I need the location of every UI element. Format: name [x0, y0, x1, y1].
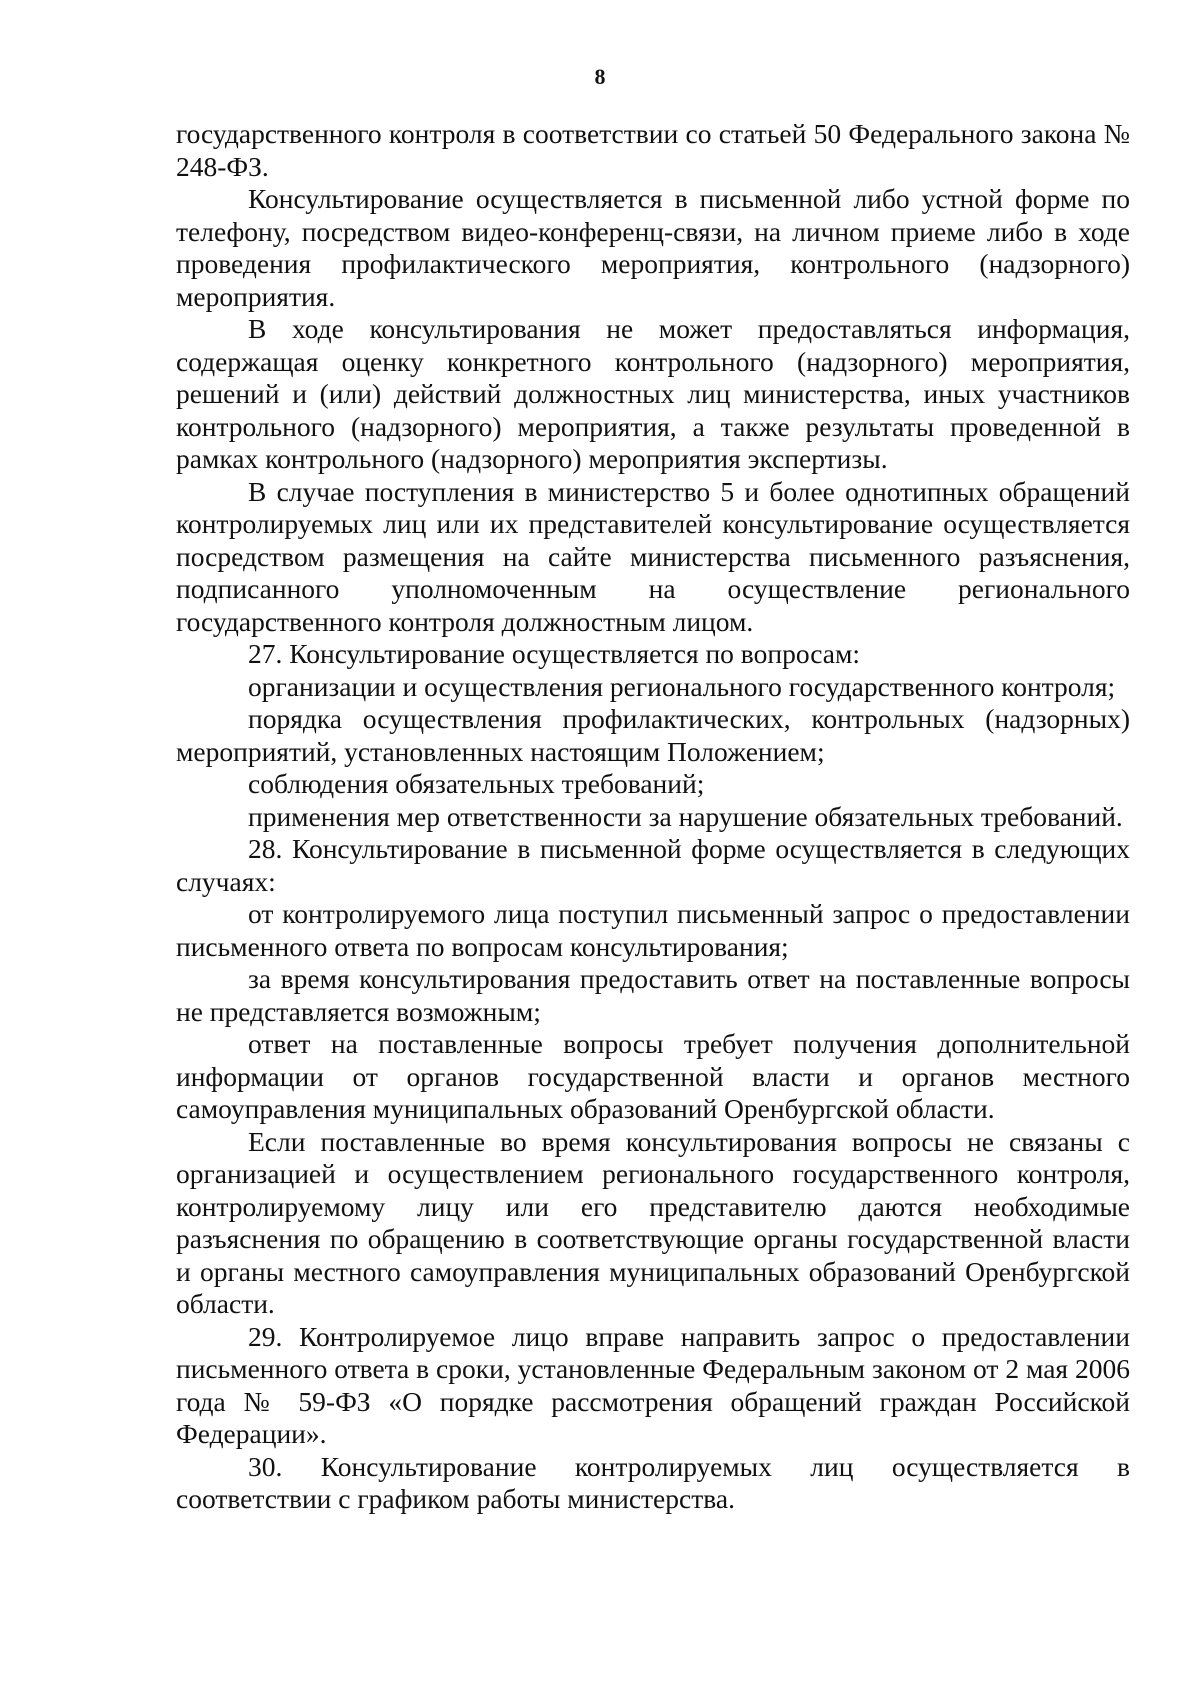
paragraph-unrelated-questions: Если поставленные во время консультирования вопросы не связаны с организацией и осуществлением регионального государственного контроля, контролируемому лицу или его представителю даются необходимые разъяснения по обращению в соответствующие органы государственной власти и органы местного самоуправления муниципальных образований Оренбургской области. [176, 1125, 1130, 1319]
paragraph-item-28-request: от контролируемого лица поступил письменный запрос о предоставлении письменного ответа по вопросам консультирования; [176, 898, 1130, 962]
paragraph-item-28-additional-info: ответ на поставленные вопросы требует получения дополнительной информации от органов государственной власти и органов местного самоуправления муниципальных образований Оренбургской области. [176, 1028, 1130, 1124]
paragraph-consultation-forms: Консультирование осуществляется в письменной либо устной форме по телефону, посредством видео-конференц-связи, на личном приеме либо в ходе проведения профилактического мероприятия, контрольного (надзорного) мероприятия. [176, 183, 1130, 312]
paragraph-item-29: 29. Контролируемое лицо вправе направить запрос о предоставлении письменного ответа в сроки, установленные Федеральным законом от 2 мая 2006 года № 59-ФЗ «О порядке рассмотрения обращений граждан Российской Федерации». [176, 1320, 1130, 1449]
document-body [176, 118, 1130, 1516]
paragraph-consultation-restrictions: В ходе консультирования не может предоставляться информация, содержащая оценку конкретного контрольного (надзорного) мероприятия, решений и (или) действий должностных лиц министерства, иных участников контрольного (надзорного) мероприятия, а также результаты проведенной в рамках контрольного (надзорного) мероприятия экспертизы. [176, 313, 1130, 474]
paragraph-item-27-procedure: порядка осуществления профилактических, контрольных (надзорных) мероприятий, установленных настоящим Положением; [176, 703, 1130, 767]
page-number: 8 [594, 64, 606, 89]
paragraph-item-28-time: за время консультирования предоставить ответ на поставленные вопросы не представляется возможным; [176, 963, 1130, 1027]
paragraph-item-27-organization: организации и осуществления регионального государственного контроля; [248, 670, 1116, 702]
paragraph-written-clarification: В случае поступления в министерство 5 и более однотипных обращений контролируемых лиц или их представителей консультирование осуществляется посредством размещения на сайте министерства письменного разъяснения, подписанного уполномоченным на осуществление регионального государственного контроля должностным лицом. [176, 475, 1130, 637]
paragraph-item-27-compliance: соблюдения обязательных требований; [248, 768, 705, 799]
paragraph-item-27: 27. Консультирование осуществляется по вопросам: [248, 638, 861, 669]
paragraph-continuation: государственного контроля в соответствии со статьей 50 Федерального закона № 248-ФЗ. [176, 118, 1130, 182]
paragraph-item-28: 28. Консультирование в письменной форме осуществляется в следующих случаях: [176, 833, 1130, 897]
paragraph-item-27-liability: применения мер ответственности за нарушение обязательных требований. [248, 800, 1123, 832]
paragraph-item-30: 30. Консультирование контролируемых лиц осуществляется в соответствии с графиком работы министерства. [176, 1450, 1130, 1514]
